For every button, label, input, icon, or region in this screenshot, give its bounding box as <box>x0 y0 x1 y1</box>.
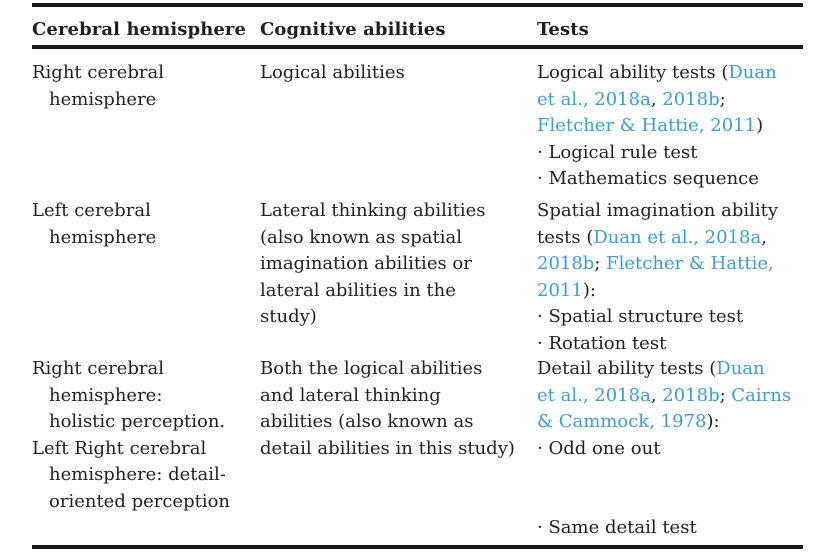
citation-link[interactable]: Duan et al., 2018a <box>593 226 762 248</box>
text-segment: Left cerebral <box>32 200 151 221</box>
text-segment: Detail ability tests ( <box>537 358 717 379</box>
text-segment: detail abilities in this study) <box>260 437 515 459</box>
text-segment: tests ( <box>537 226 594 248</box>
text-line <box>260 198 531 225</box>
cell-tests <box>537 356 803 542</box>
citation-link[interactable]: 2018b <box>662 88 720 110</box>
text-segment: Left Right cerebral <box>32 437 207 459</box>
text-line <box>32 356 254 383</box>
text-segment: ) <box>756 115 764 136</box>
text-segment: · Odd one out <box>537 437 661 459</box>
cell-tests <box>537 60 803 193</box>
text-segment: hemisphere <box>49 88 157 110</box>
text-line <box>537 278 797 305</box>
text-segment: ): <box>706 411 720 432</box>
text-line <box>260 436 531 463</box>
text-segment: Logical ability tests ( <box>537 62 729 83</box>
table-header-row <box>32 7 803 45</box>
text-line <box>260 251 531 278</box>
text-segment: hemisphere: detail- <box>49 464 226 485</box>
citation-link[interactable]: et al., 2018a <box>537 384 651 406</box>
text-line <box>537 436 797 463</box>
cell-tests <box>537 198 803 357</box>
table-row <box>32 198 803 356</box>
text-line <box>260 409 531 436</box>
text-segment: hemisphere: <box>49 384 163 406</box>
citation-link[interactable]: Fletcher & Hattie, <box>606 253 774 274</box>
column-header-cognitive-abilities: Cognitive abilities <box>260 19 446 40</box>
cell-cognitive-abilities <box>260 356 537 462</box>
cell-hemisphere <box>32 198 260 251</box>
citation-link[interactable]: 2011 <box>537 279 583 301</box>
text-line <box>537 140 797 167</box>
text-segment: , <box>761 226 767 248</box>
line-spacer <box>537 462 797 515</box>
text-line <box>32 489 254 516</box>
text-segment: Logical abilities <box>260 62 405 83</box>
cell-cognitive-abilities <box>260 198 537 331</box>
text-line <box>537 198 797 225</box>
text-line <box>260 304 531 331</box>
table <box>32 3 803 549</box>
text-segment: ; <box>719 384 732 406</box>
text-line <box>32 198 254 225</box>
text-line <box>537 251 797 278</box>
text-line <box>537 356 797 383</box>
text-line <box>537 60 797 87</box>
citation-link[interactable]: 2018b <box>662 384 720 406</box>
citation-link[interactable]: Duan <box>716 358 765 379</box>
text-line <box>537 87 797 114</box>
text-segment: , <box>650 384 663 406</box>
text-line <box>260 383 531 410</box>
table-body <box>32 49 803 545</box>
citation-link[interactable]: Cairns <box>731 384 792 406</box>
text-line <box>32 225 254 252</box>
text-segment: , <box>650 88 663 110</box>
table-bottom-rule <box>32 545 803 549</box>
text-segment: hemisphere <box>49 226 157 248</box>
text-segment: · Logical rule test <box>537 141 698 163</box>
text-segment: study) <box>260 306 317 327</box>
text-line <box>32 462 254 489</box>
text-segment: · Spatial structure test <box>537 306 744 327</box>
citation-link[interactable]: 2018b <box>537 253 595 274</box>
text-line <box>537 113 797 140</box>
table-row <box>32 60 803 198</box>
text-segment: oriented perception <box>49 490 231 512</box>
text-segment: (also known as spatial <box>260 226 463 248</box>
text-segment: ): <box>582 279 596 301</box>
citation-link[interactable]: Duan <box>728 62 777 83</box>
text-segment: abilities (also known as <box>260 411 474 432</box>
text-segment: Spatial imagination ability <box>537 200 779 221</box>
text-segment: holistic perception. <box>49 411 226 432</box>
text-segment: · Mathematics sequence <box>537 168 759 189</box>
text-line <box>537 383 797 410</box>
text-line <box>260 356 531 383</box>
text-segment: Lateral thinking abilities <box>260 200 486 221</box>
text-segment: imagination abilities or <box>260 253 472 274</box>
text-segment: Right cerebral <box>32 62 164 83</box>
text-segment: ; <box>719 88 726 110</box>
column-header-tests: Tests <box>537 19 589 40</box>
citation-link[interactable]: et al., 2018a <box>537 88 651 110</box>
cell-hemisphere <box>32 60 260 113</box>
text-line <box>260 225 531 252</box>
cell-hemisphere <box>32 356 260 515</box>
text-line <box>260 278 531 305</box>
text-line <box>32 60 254 87</box>
text-line <box>537 515 797 542</box>
text-line <box>32 383 254 410</box>
text-line <box>32 409 254 436</box>
text-segment: ; <box>594 253 607 274</box>
text-line <box>537 166 797 193</box>
text-line <box>537 409 797 436</box>
citation-link[interactable]: Fletcher & Hattie, 2011 <box>537 115 757 136</box>
text-line <box>537 331 797 358</box>
text-line <box>32 87 254 114</box>
text-segment: Both the logical abilities <box>260 358 483 379</box>
text-segment: and lateral thinking <box>260 384 441 406</box>
text-segment: lateral abilities in the <box>260 279 456 301</box>
text-segment: · Rotation test <box>537 332 667 354</box>
table-row <box>32 356 803 545</box>
citation-link[interactable]: & Cammock, 1978 <box>537 411 707 432</box>
text-segment: Right cerebral <box>32 358 164 379</box>
text-line <box>32 436 254 463</box>
text-segment: · Same detail test <box>537 517 697 538</box>
column-header-cerebral-hemisphere: Cerebral hemisphere <box>32 19 247 40</box>
text-line <box>260 60 531 87</box>
cell-cognitive-abilities <box>260 60 537 87</box>
text-line <box>537 304 797 331</box>
text-line <box>537 225 797 252</box>
